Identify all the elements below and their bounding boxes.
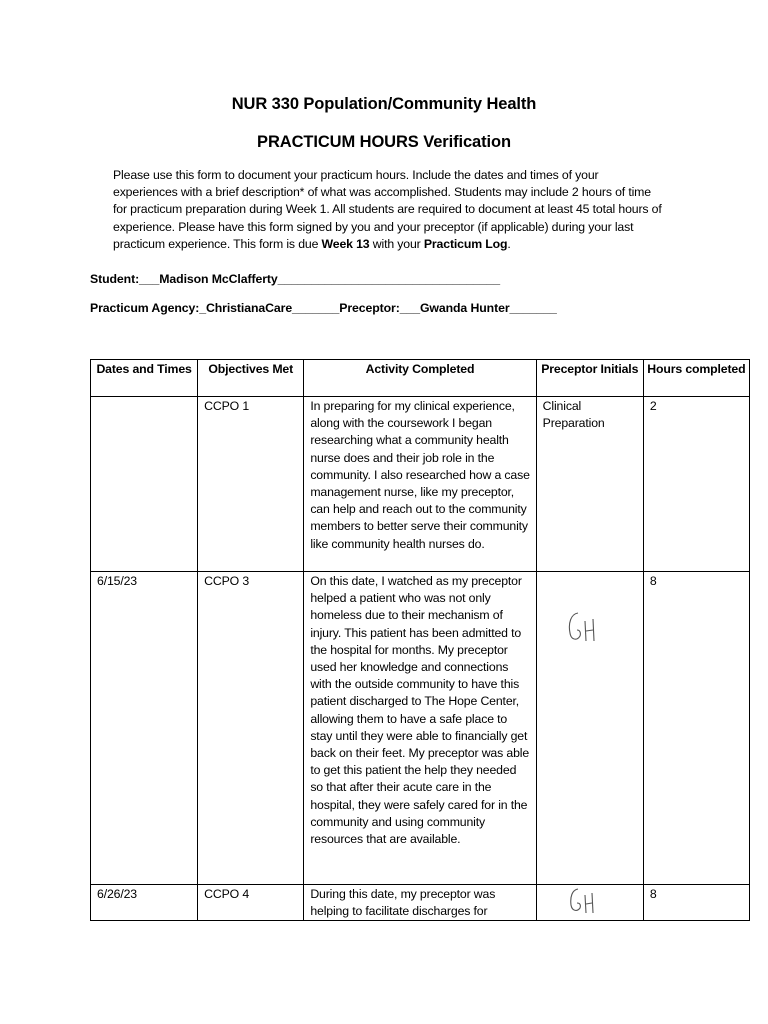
table-row [91, 885, 750, 921]
hours-cell: 8 [643, 572, 749, 885]
activity-cell: During this date, my preceptor was helping to facilitate discharges for [304, 885, 536, 921]
instructions-text-middle: with your [369, 236, 424, 251]
header-hours-completed: Hours completed [643, 360, 749, 397]
table-row [91, 397, 750, 572]
table-header-row [91, 360, 750, 397]
student-field: Student:___Madison McClafferty_________________________________ [90, 272, 501, 286]
signature-gh-icon [565, 609, 605, 645]
initials-cell: Clinical Preparation [536, 397, 643, 572]
initials-cell [536, 885, 643, 921]
agency-preceptor-field: Practicum Agency:_ChristianaCare_______Preceptor:___Gwanda Hunter_______ [90, 301, 557, 315]
header-dates-times: Dates and Times [91, 360, 198, 397]
instructions-text-end: . [507, 236, 511, 251]
header-objectives-met: Objectives Met [198, 360, 304, 397]
objective-cell: CCPO 3 [198, 572, 304, 885]
practicum-hours-table [90, 359, 750, 921]
header-activity-completed: Activity Completed [304, 360, 536, 397]
date-cell [91, 397, 198, 572]
header-preceptor-initials: Preceptor Initials [536, 360, 643, 397]
hours-cell: 8 [643, 885, 749, 921]
activity-cell: In preparing for my clinical experience, along with the coursework I began researching what a community health nurse does and their job role in the community. I also researched how a case management nurse, like my preceptor, can help and reach out to the community members to better serve their community like community health nurses do. [304, 397, 536, 572]
date-cell: 6/15/23 [91, 572, 198, 885]
hours-cell: 2 [643, 397, 749, 572]
signature-gh-icon [567, 886, 603, 916]
objective-cell: CCPO 4 [198, 885, 304, 921]
date-cell: 6/26/23 [91, 885, 198, 921]
instructions-paragraph [113, 167, 663, 253]
activity-cell: On this date, I watched as my preceptor helped a patient who was not only homeless due to their mechanism of injury. This patient has been admitted to the hospital for months. My preceptor used her knowledge and connections with the outside community to have this patient discharged to The Hope Center, allowing them to have a safe place to stay until they were able to financially get back on their feet. My preceptor was able to get this patient the help they needed so that after their acute care in the hospital, they were safely cared for in the community and using community resources that are available. [304, 572, 536, 885]
instructions-text: Please use this form to document your practicum hours. Include the dates and times of your experiences with a brief description* of what was accomplished. Students may include 2 hours of time for practicum preparation during Week 1. All students are required to document at least 45 total hours of experience. Please have this form signed by you and your preceptor (if applicable) during your last practicum experience. This form is due [113, 168, 662, 251]
objective-cell: CCPO 1 [198, 397, 304, 572]
initials-cell [536, 572, 643, 885]
due-week: Week 13 [321, 236, 370, 251]
document-subtitle: PRACTICUM HOURS Verification [257, 133, 511, 151]
document-title: NUR 330 Population/Community Health [231, 95, 537, 113]
practicum-log-label: Practicum Log [423, 236, 508, 251]
table-row [91, 572, 750, 885]
